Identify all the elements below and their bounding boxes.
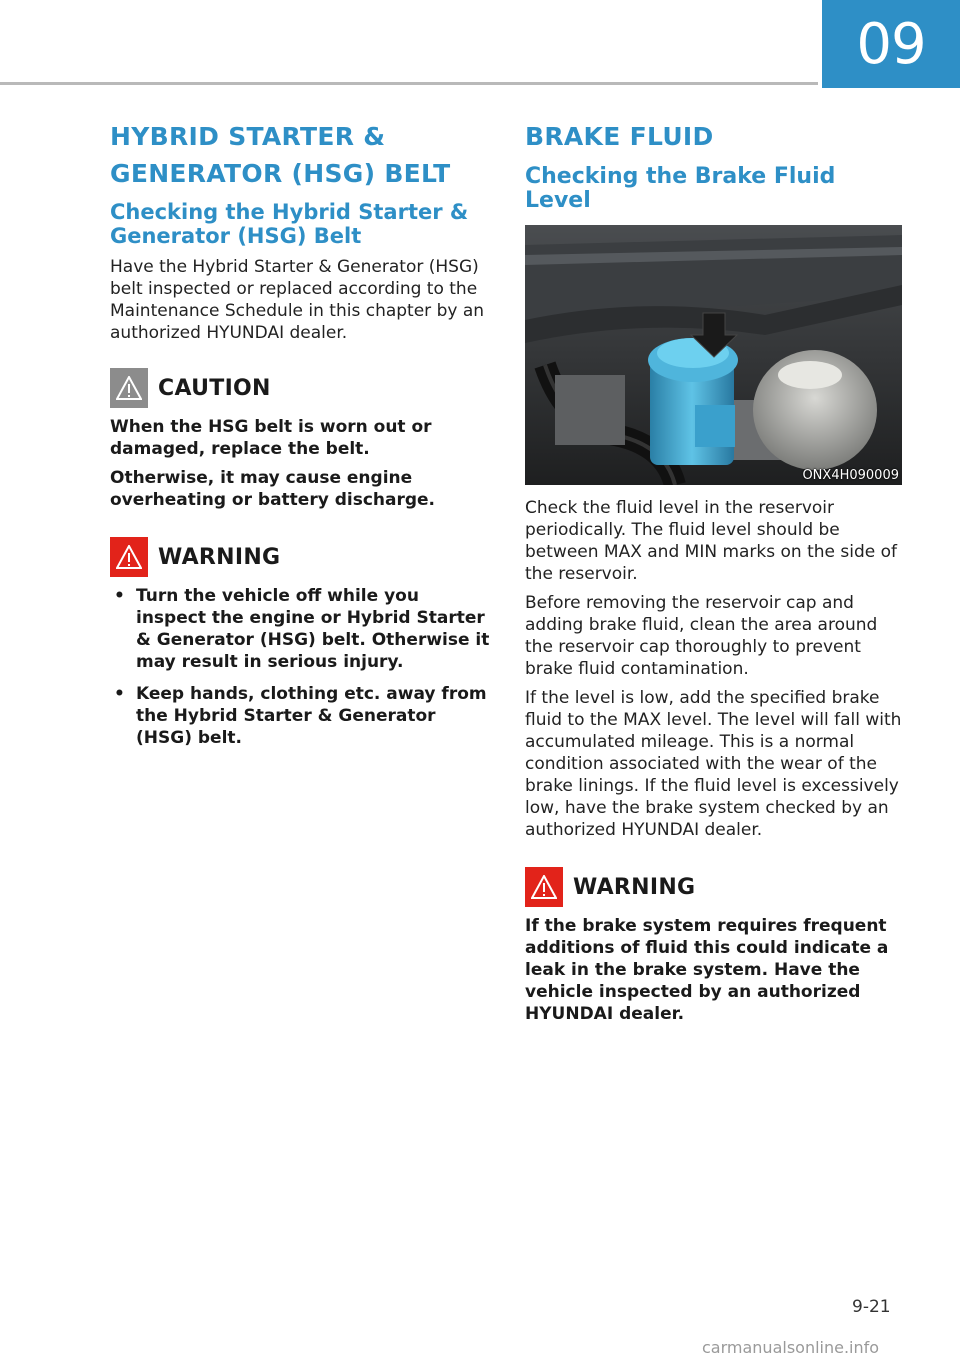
brake-subtitle: Checking the Brake Fluid Level (525, 164, 836, 213)
hsg-section-title: HYBRID STARTER & GENERATOR (HSG) BELT (110, 122, 451, 188)
list-item: • Keep hands, clothing etc. away from the Hybrid Starter & Generator (HSG) belt. (114, 684, 487, 748)
list-item: • Turn the vehicle off while you inspect the engine or Hybrid Starter & Generator (HSG) belt. Otherwise it may result in serious injury. (114, 586, 490, 672)
brake-warning-text: If the brake system requires frequent additions of fluid this could indicate a leak in the brake system. Have the vehicle inspected by an authorized HYUNDAI dealer. (525, 916, 889, 1024)
brake-paragraph-3: If the level is low, add the specified brake fluid to the MAX level. The level will fall with accumulated mileage. This is a normal condition associated with the wear of the brake linings. If the fluid level is excessively low, have the brake system checked by an authorized HYUNDAI dealer. (525, 688, 902, 840)
caution-text-2: Otherwise, it may cause engine overheating or battery discharge. (110, 468, 436, 510)
right-column (525, 118, 905, 1025)
hsg-subtitle: Checking the Hybrid Starter & Generator (HSG) Belt (110, 200, 469, 248)
hsg-warning-list (110, 585, 490, 749)
header-rule (0, 82, 818, 85)
chapter-number: 09 (856, 11, 926, 77)
brake-section-title: BRAKE FLUID (525, 122, 714, 151)
engine-bay-illustration (525, 225, 902, 485)
page-number: 9-21 (852, 1297, 891, 1317)
caution-icon (110, 368, 148, 408)
brake-reservoir-photo (525, 225, 902, 485)
brake-warning-header (525, 867, 905, 907)
brake-warning-label: WARNING (573, 874, 696, 900)
chapter-tab (822, 0, 960, 88)
hsg-warning-header (110, 537, 490, 577)
caution-label: CAUTION (158, 375, 271, 401)
caution-header (110, 368, 490, 408)
photo-code: ONX4H090009 (802, 468, 899, 483)
left-column (110, 118, 490, 759)
warning-icon (525, 867, 563, 907)
brake-paragraph-1: Check the fluid level in the reservoir periodically. The fluid level should be between MAX and MIN marks on the side of the reservoir. (525, 498, 898, 584)
warning-icon (110, 537, 148, 577)
hsg-warning-label: WARNING (158, 544, 281, 570)
watermark-link[interactable]: carmanualsonline.info (702, 1338, 880, 1357)
hsg-body: Have the Hybrid Starter & Generator (HSG) belt inspected or replaced according to the Maintenance Schedule in this chapter by an authorized HYUNDAI dealer. (110, 257, 485, 343)
brake-paragraph-2: Before removing the reservoir cap and adding brake fluid, clean the area around the reservoir cap thoroughly to prevent brake fluid contamination. (525, 593, 878, 679)
caution-text-1: When the HSG belt is worn out or damaged, replace the belt. (110, 417, 432, 459)
